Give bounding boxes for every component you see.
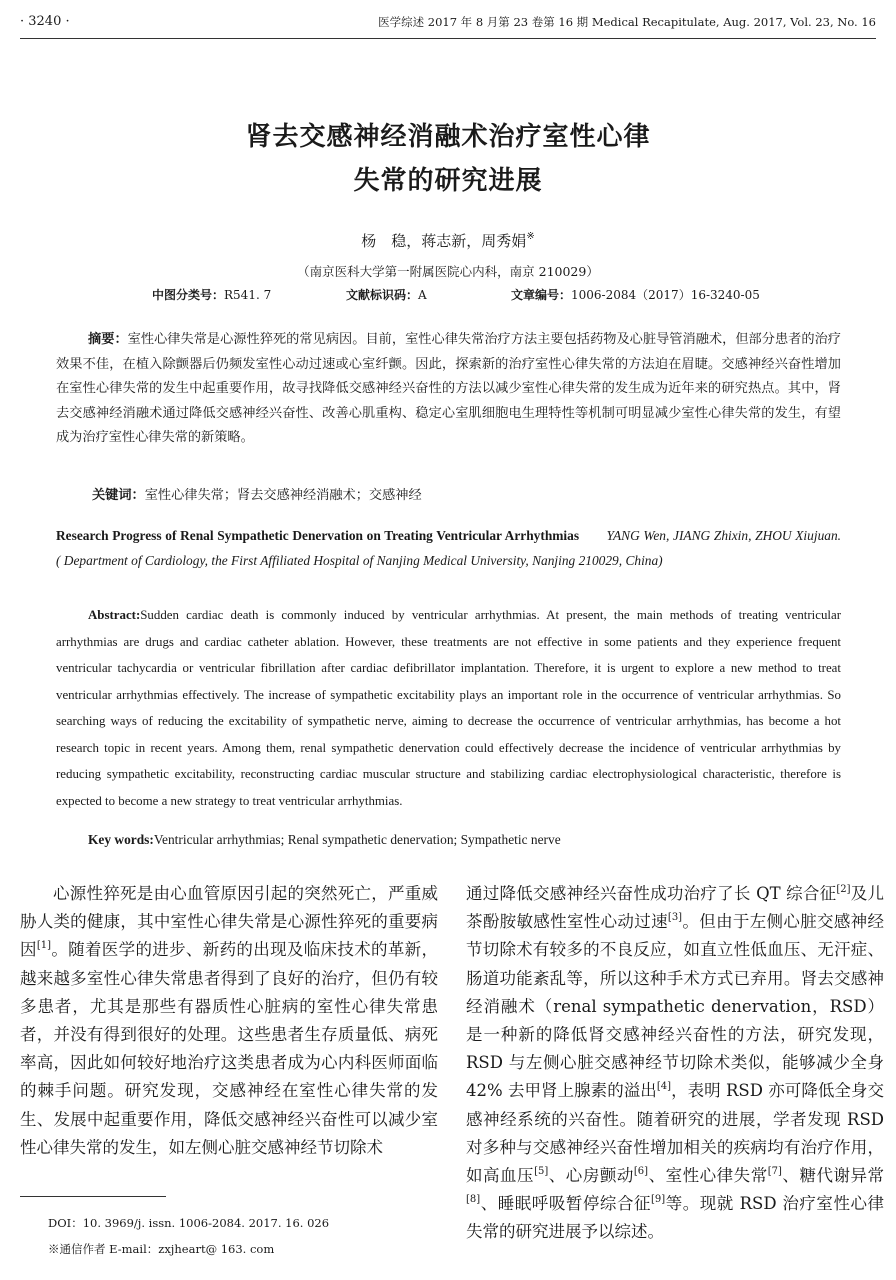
body-column-left	[20, 880, 438, 1162]
header-rule	[20, 38, 876, 39]
body-right-text-8: 、睡眠呼吸暂停综合征	[480, 1194, 652, 1214]
english-abstract-text: Sudden cardiac death is commonly induced by ventricular arrhythmias. At present, the main methods of treating ventricular arrhythmias are drugs and cardiac catheter ablation. However, these treatments are not effective in some patients and they experience frequent ventricular tachycardia or ventricular fibrillation after cardiac defibrillator implantation. Therefore, it is urgent to explore a new method to treat ventricular arrhythmias effectively. The increase of sympathetic excitability plays an important role in the occurrence of ventricular arrhythmias. So searching ways of reducing the excitability of sympathetic nerve, aiming to decrease the occurrence of ventricular arrhythmias, has become a hot research topic in recent years. Among them, renal sympathetic denervation could effectively decrease the incidence of ventricular arrhythmias by reducing sympathetic excitability, reconstructing cardiac muscular structure and stabilizing cardiac electrophysiological characteristic, therefore is expected to become a new strategy to treat ventricular arrhythmias.	[56, 608, 841, 808]
doc-code-value: A	[418, 288, 427, 302]
clc-label: 中图分类号：	[152, 288, 225, 302]
body-left-text-2: 。随着医学的进步、新药的出现及临床技术的革新，越来越多室性心律失常患者得到了良好的治疗，但仍有较多患者，尤其是那些有器质性心脏病的室性心律失常患者，并没有得到很好的处理。这些患者生存质量低、病死率高，因此如何较好地治疗这类患者成为心内科医师面临的棘手问题。研究发现，交感神经在室性心律失常的发生、发展中起重要作用，降低交感神经兴奋性可以减少室性心律失常的发生，如左侧心脏交感神经节切除术	[20, 940, 439, 1157]
english-authors: YANG Wen, JIANG Zhixin, ZHOU Xiujuan.	[606, 528, 842, 543]
body-left-text-1: 心源性猝死是由心血管原因引起的突然死亡，严重威胁人类的健康，其中室性心律失常是心源性猝死的重要病因	[20, 884, 438, 960]
citation-5: [5]	[534, 1166, 549, 1178]
english-abstract	[56, 602, 841, 814]
clc-number	[152, 286, 271, 303]
abstract-cn-label: 摘要：	[88, 332, 128, 347]
english-keywords-label: Key words:	[88, 832, 154, 847]
clc-value: R541. 7	[224, 288, 272, 302]
keywords-cn	[92, 484, 422, 503]
english-keywords	[88, 832, 561, 848]
citation-4: [4]	[656, 1081, 672, 1093]
author-names: 杨 稳，蒋志新，周秀娟	[361, 232, 527, 250]
body-right-text-4: ，表明 RSD 亦可降低全身交感神经系统的兴奋性。随着研究的进展，学者发现 RSD 对多种与交感神经兴奋性增加相关的疾病均有治疗作用，如高血压	[466, 1081, 884, 1186]
english-abstract-label: Abstract:	[88, 608, 141, 622]
citation-2: [2]	[836, 884, 851, 895]
body-column-right	[466, 880, 884, 1247]
abstract-cn	[56, 328, 841, 451]
keywords-cn-text: 室性心律失常；肾去交感神经消融术；交感神经	[144, 488, 422, 503]
english-header	[56, 524, 841, 573]
english-keywords-text: Ventricular arrhythmias; Renal sympathetic denervation; Sympathetic nerve	[153, 832, 561, 847]
article-number	[511, 286, 760, 303]
english-affiliation: ( Department of Cardiology, the First Affiliated Hospital of Nanjing Medical University, Nanjing 210029, China)	[56, 552, 663, 568]
english-title: Research Progress of Renal Sympathetic Denervation on Treating Ventricular Arrhythmias	[56, 528, 580, 543]
body-right-text-9: 等。现就 RSD 治疗室性心律失常的研究进展予以综述。	[466, 1194, 884, 1242]
corresponding-mark: ※	[526, 231, 535, 242]
citation-8: [8]	[466, 1194, 481, 1206]
article-number-label: 文章编号：	[511, 288, 572, 302]
journal-citation: 医学综述 2017 年 8 月第 23 卷第 16 期 Medical Recapitulate, Aug. 2017, Vol. 23, No. 16	[378, 15, 876, 29]
citation-9: [9]	[651, 1194, 666, 1206]
abstract-cn-text: 室性心律失常是心源性猝死的常见病因。目前，室性心律失常治疗方法主要包括药物及心脏导管消融术，但部分患者的治疗效果不佳，在植入除颤器后仍频发室性心动过速或心室纤颤。因此，探索新的治疗室性心律失常的方法迫在眉睫。交感神经兴奋性增加在室性心律失常的发生中起重要作用，故寻找降低交感神经兴奋性的方法以减少室性心律失常的发生成为近年来的研究热点。其中，肾去交感神经消融术通过降低交感神经兴奋性、改善心肌重构、稳定心室肌细胞电生理特性等机制可明显减少室性心律失常的发生，有望成为治疗室性心律失常的新策略。	[56, 332, 841, 445]
body-right-text-5: 、心房颤动	[548, 1166, 634, 1186]
footnote-rule	[20, 1196, 166, 1197]
page-number: · 3240 ·	[20, 14, 70, 29]
article-title	[0, 115, 896, 203]
affiliation: （南京医科大学第一附属医院心内科，南京 210029）	[297, 264, 599, 279]
body-right-text-7: 、糖代谢异常	[781, 1166, 885, 1186]
citation-7: [7]	[767, 1166, 782, 1178]
body-right-text-1: 通过降低交感神经兴奋性成功治疗了长 QT 综合征	[466, 884, 837, 903]
article-number-value: 1006-2084（2017）16-3240-05	[571, 288, 760, 302]
author-list	[0, 230, 896, 251]
document-code	[346, 286, 427, 303]
corresponding-author-footnote: ※通信作者 E-mail：zxjheart@ 163. com	[48, 1242, 275, 1256]
body-right-text-2: 及儿茶酚胺敏感性室性心动过速	[466, 884, 884, 932]
title-line-2: 失常的研究进展	[353, 166, 543, 196]
citation-6: [6]	[633, 1166, 649, 1178]
doc-code-label: 文献标识码：	[346, 288, 419, 302]
body-right-text-6: 、室性心律失常	[648, 1166, 768, 1186]
citation-1: [1]	[36, 940, 51, 952]
citation-3: [3]	[667, 912, 683, 924]
title-line-1: 肾去交感神经消融术治疗室性心律	[245, 122, 651, 152]
body-right-text-3: 。但由于左侧心脏交感神经节切除术有较多的不良反应，如直立性低血压、无汗症、肠道功能紊乱等，所以这种手术方式已弃用。肾去交感神经消融术（renal sympathetic denervation，RSD）是一种新的降低肾交感神经兴奋性的方法，研究发现，RSD 与左侧心脏交感神经节切除术类似，能够减少全身 42% 去甲肾上腺素的溢出	[466, 912, 885, 1101]
doi-footnote: DOI：10. 3969/j. issn. 1006-2084. 2017. 16. 026	[48, 1216, 330, 1230]
running-header	[20, 14, 876, 38]
keywords-cn-label: 关键词：	[92, 488, 145, 503]
